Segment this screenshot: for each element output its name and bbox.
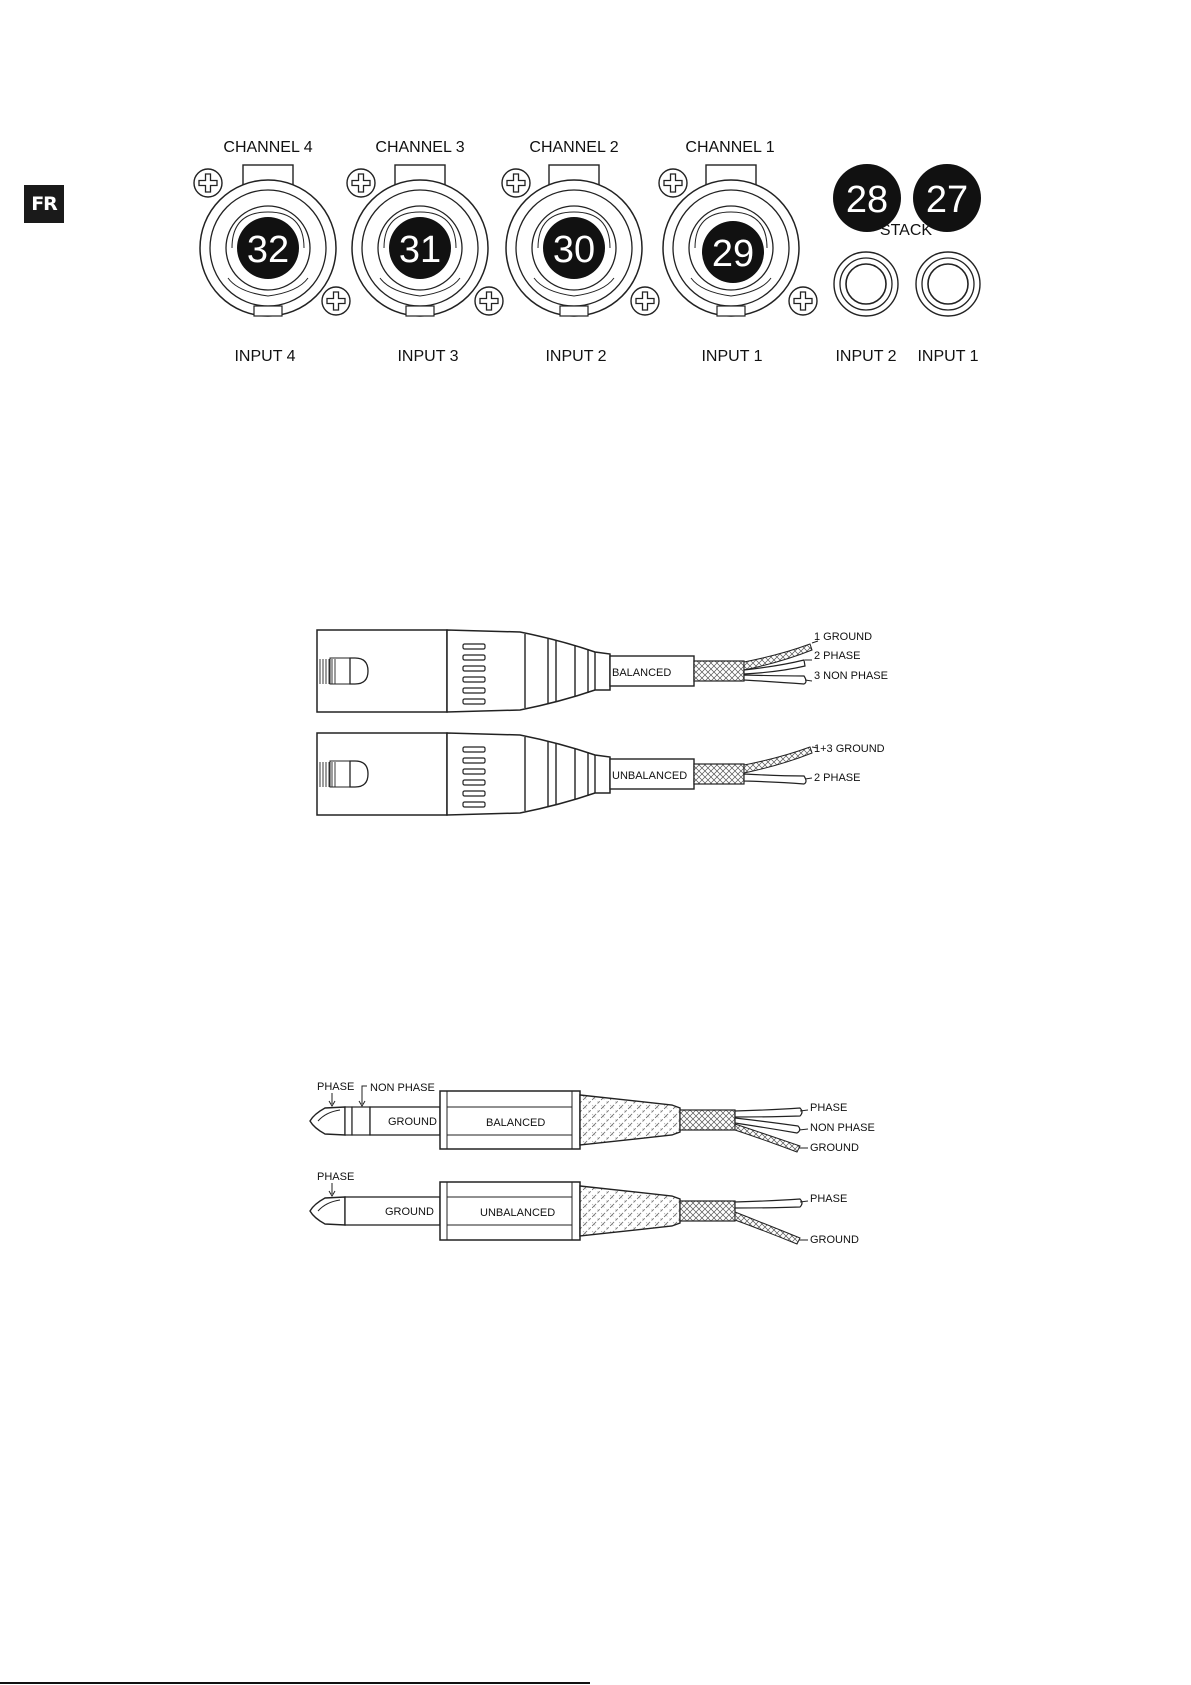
- cable-type-label: UNBALANCED: [480, 1207, 556, 1219]
- input-label: INPUT 2: [835, 348, 897, 365]
- wire-label: GROUND: [810, 1142, 859, 1154]
- screw-icon: [475, 287, 503, 315]
- channel-number-badge: 32: [246, 229, 290, 271]
- wire-label: NON PHASE: [810, 1122, 875, 1134]
- wire-label: PHASE: [810, 1193, 848, 1205]
- cable-type-label: BALANCED: [612, 667, 672, 679]
- screw-icon: [659, 169, 687, 197]
- jack-cable-balanced: [310, 1081, 875, 1154]
- stack-section: [833, 164, 981, 365]
- xlr-cable-unbalanced: [317, 733, 885, 815]
- screw-icon: [789, 287, 817, 315]
- xlr-inputs: [194, 139, 981, 365]
- language-tab: FR: [24, 185, 64, 223]
- tip-label: PHASE: [317, 1081, 355, 1093]
- combo-input-channel-1: [659, 139, 817, 365]
- input-label: INPUT 1: [701, 348, 763, 365]
- screw-icon: [194, 169, 222, 197]
- jack-cable-unbalanced: [310, 1171, 859, 1246]
- screw-icon: [347, 169, 375, 197]
- input-label: INPUT 2: [545, 348, 607, 365]
- channel-label: CHANNEL 2: [529, 139, 619, 156]
- stack-jack-input-1: [916, 252, 980, 316]
- cable-type-label: UNBALANCED: [612, 770, 688, 782]
- stack-number-badge: 28: [845, 179, 889, 221]
- cable-type-label: BALANCED: [486, 1117, 546, 1129]
- sleeve-label: GROUND: [388, 1116, 437, 1128]
- stack-label: STACK: [879, 222, 933, 239]
- ring-label: NON PHASE: [370, 1082, 435, 1094]
- wire-label: GROUND: [810, 1234, 859, 1246]
- combo-input-channel-4: [194, 139, 350, 365]
- screw-icon: [502, 169, 530, 197]
- wire-label: 1 GROUND: [814, 631, 873, 643]
- combo-input-channel-2: [502, 139, 659, 365]
- channel-label: CHANNEL 4: [223, 139, 313, 156]
- stack-number-badge: 27: [925, 179, 969, 221]
- screw-icon: [322, 287, 350, 315]
- channel-number-badge: 30: [552, 229, 596, 271]
- wire-label: 2 PHASE: [814, 650, 861, 662]
- footer-rule: [0, 1682, 590, 1684]
- tip-label: PHASE: [317, 1171, 355, 1183]
- combo-input-channel-3: [347, 139, 503, 365]
- channel-label: CHANNEL 3: [375, 139, 465, 156]
- channel-label: CHANNEL 1: [685, 139, 775, 156]
- wire-label: 2 PHASE: [814, 772, 861, 784]
- wire-label: PHASE: [810, 1102, 848, 1114]
- input-label: INPUT 4: [234, 348, 296, 365]
- stack-jack-input-2: [834, 252, 898, 316]
- input-label: INPUT 1: [917, 348, 979, 365]
- wire-label: 3 NON PHASE: [814, 670, 888, 682]
- xlr-cable-balanced: [317, 630, 888, 712]
- sleeve-label: GROUND: [385, 1206, 434, 1218]
- screw-icon: [631, 287, 659, 315]
- input-label: INPUT 3: [397, 348, 459, 365]
- channel-number-badge: 31: [398, 229, 442, 271]
- channel-number-badge: 29: [711, 233, 755, 275]
- wire-label: 1+3 GROUND: [814, 743, 885, 755]
